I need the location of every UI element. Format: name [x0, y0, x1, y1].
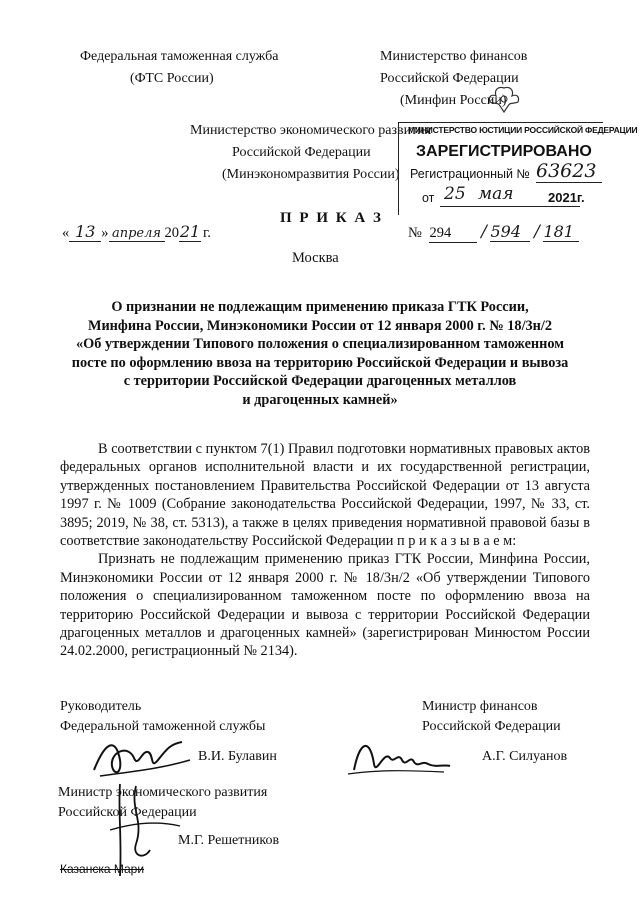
subject-line: Минфина России, Минэкономики России от 12 января 2000 г. № 18/3н/2: [87, 317, 553, 334]
order-date-year-suffix: 21: [179, 222, 201, 241]
signature-siluanov: [344, 730, 454, 786]
fts-short: (ФТС России): [130, 71, 214, 86]
order-date-year-prefix: 20: [164, 225, 179, 241]
order-number: [408, 222, 579, 243]
minfin-sign-name: А.Г. Силуанов: [482, 749, 568, 764]
fts-name: Федеральная таможенная служба: [80, 49, 279, 64]
stamp-reg-number: 63623: [536, 160, 602, 183]
mineco-short: (Минэкономразвития России): [222, 167, 400, 182]
stamp-date-line: [440, 206, 580, 207]
minfin-sign-role-1: Министр финансов: [422, 699, 538, 714]
order-number-label: №: [408, 225, 422, 241]
subject-line: с территории Российской Федерации драгоценных металлов: [123, 373, 517, 389]
order-date: [62, 222, 211, 242]
order-number-sep1: /: [481, 222, 487, 242]
stamp-registered: ЗАРЕГИСТРИРОВАНО: [416, 143, 592, 160]
mineco-name: Министерство экономического развития: [190, 123, 432, 138]
subject-line: О признании не подлежащим применению приказа ГТК России,: [111, 299, 529, 315]
mineco-sign-name: М.Г. Решетников: [178, 833, 280, 848]
stamp-date-month: мая: [478, 184, 514, 204]
subject-line: и драгоценных камней»: [242, 391, 398, 408]
order-number-3: 181: [543, 222, 579, 242]
order-city: Москва: [292, 250, 339, 266]
order-number-2: 594: [490, 222, 530, 242]
stamp-reg-label: Регистрационный №: [410, 167, 530, 181]
stamp-date-year: 2021г.: [548, 190, 585, 205]
order-date-day: 13: [69, 222, 101, 242]
minfin-rf: Российской Федерации: [380, 71, 519, 86]
order-subject: [40, 298, 600, 409]
subject-line: «Об утверждении Типового положения о специализированном таможенном: [75, 336, 565, 352]
stamp-ministry: МИНИСТЕРСТВО ЮСТИЦИИ РОССИЙСКОЙ ФЕДЕРАЦИИ: [408, 125, 638, 135]
fts-sign-name: В.И. Булавин: [198, 749, 277, 764]
subject-line: посте по оформлению ввоза на территорию Российской Федерации и вывоза: [71, 354, 569, 371]
mineco-sign-role-1: Министр экономического развития: [58, 785, 268, 800]
body-paragraph: В соответствии с пунктом 7(1) Правил подготовки нормативных правовых актов федеральных органов исполнительной власти и их государственной регистрации, утвержденных постановлением Правительства Российской Федерации от 13 августа 1997 г. № 1009 (Собрание законодательства Российской Федерации, 1997, № 33, ст. 3895; 2019, № 38, ст. 5313), а также в целях приведения нормативной правовой базы в соответствие законодательству Российской Федерации п р и к а з ы в а е м:: [60, 441, 590, 550]
fts-sign-role-1: Руководитель: [60, 699, 142, 714]
signature-bulavin: [86, 730, 196, 786]
minfin-short: (Минфин России): [400, 93, 507, 108]
order-date-open: «: [62, 225, 70, 241]
order-number-value: 294: [429, 225, 477, 243]
order-number-sep2: /: [534, 222, 540, 242]
fts-sign-role-2: Федеральной таможенной службы: [60, 719, 266, 734]
body-paragraph: Признать не подлежащим применению приказ ГТК России, Минфина России, Минэкономики России от 12 января 2000 г. № 18/3н/2 «Об утверждении Типового положения о специализированном таможенном посте по оформлению ввоза на территорию Российской Федерации и вывоза с территории Российской Федерации драгоценных металлов и драгоценных камней» (зарегистрирован Минюстом России 24.02.2000, регистрационный № 2134).: [60, 551, 590, 660]
order-date-mid: »: [101, 225, 109, 241]
minfin-name: Министерство финансов: [380, 49, 528, 64]
stamp-date-day: 25: [444, 184, 466, 204]
minfin-sign-role-2: Российской Федерации: [422, 719, 561, 734]
mineco-sign-role-2: Российской Федерации: [58, 805, 197, 820]
order-date-month: апреля: [109, 226, 165, 242]
mineco-rf: Российской Федерации: [232, 145, 371, 160]
order-date-g: г.: [203, 225, 211, 241]
stamp-date-from: от: [422, 191, 435, 205]
order-title: П Р И К А З: [280, 210, 383, 226]
state-emblem-icon: [486, 84, 522, 116]
order-body: [60, 440, 590, 661]
footer-cut-text: Казанска Мари: [60, 862, 145, 876]
